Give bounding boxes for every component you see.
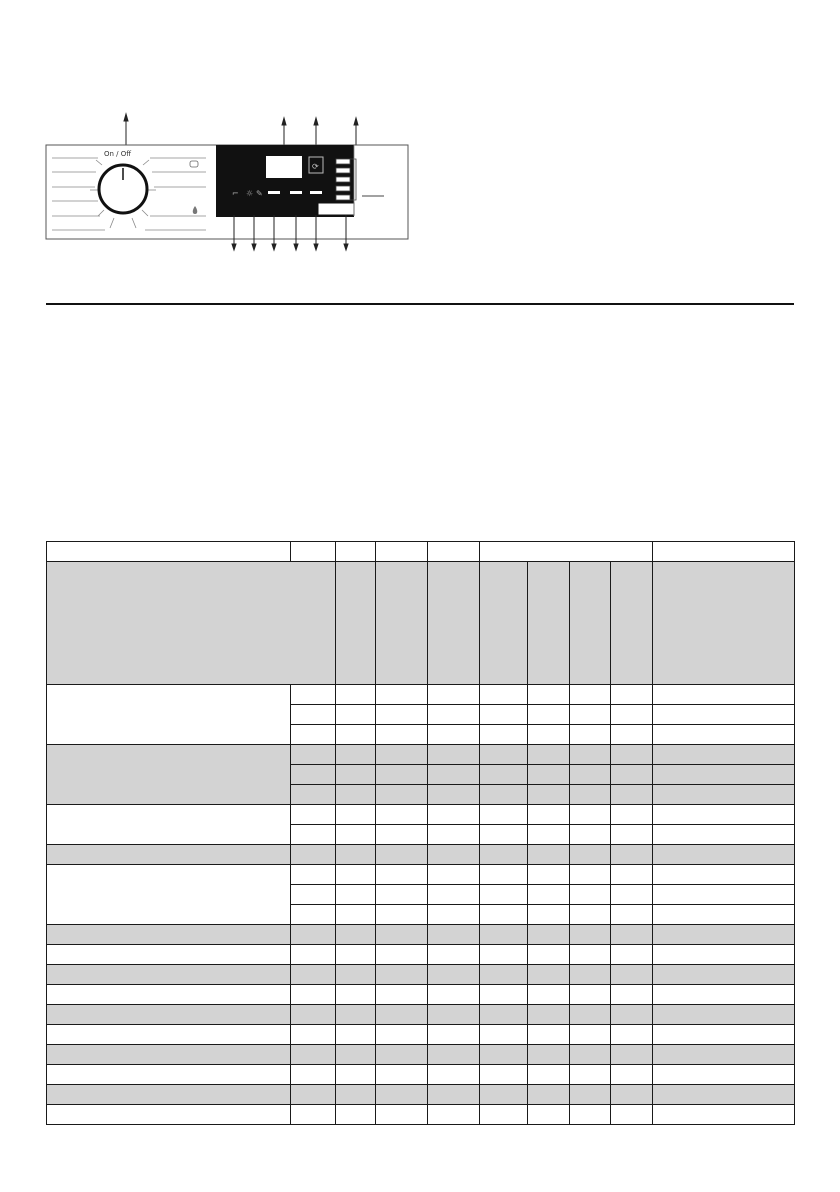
table-cell bbox=[291, 865, 336, 885]
table-cell bbox=[611, 1045, 653, 1065]
table-cell bbox=[653, 745, 795, 765]
table-cell bbox=[528, 805, 570, 825]
table-cell bbox=[570, 845, 611, 865]
table-cell bbox=[570, 1045, 611, 1065]
table-cell bbox=[528, 1105, 570, 1125]
table-cell bbox=[291, 785, 336, 805]
table-cell bbox=[336, 1105, 376, 1125]
table-cell bbox=[653, 725, 795, 745]
table-cell bbox=[47, 865, 291, 925]
table-row bbox=[47, 965, 795, 985]
table-cell bbox=[570, 805, 611, 825]
table-cell bbox=[480, 542, 653, 562]
table-cell bbox=[336, 1005, 376, 1025]
table-cell bbox=[428, 1105, 480, 1125]
table-cell bbox=[480, 745, 528, 765]
table-cell bbox=[570, 985, 611, 1005]
table-row bbox=[47, 845, 795, 865]
table-cell bbox=[47, 1005, 291, 1025]
table-cell bbox=[376, 925, 428, 945]
table-cell bbox=[611, 865, 653, 885]
table-cell bbox=[653, 685, 795, 705]
table-cell bbox=[336, 885, 376, 905]
table-cell bbox=[653, 845, 795, 865]
table-row bbox=[47, 1085, 795, 1105]
table-cell bbox=[336, 685, 376, 705]
table-cell bbox=[336, 825, 376, 845]
table-cell bbox=[428, 885, 480, 905]
table-cell bbox=[611, 1085, 653, 1105]
table-cell bbox=[480, 705, 528, 725]
table-cell bbox=[336, 542, 376, 562]
table-cell bbox=[291, 845, 336, 865]
table-cell bbox=[528, 965, 570, 985]
table-cell bbox=[653, 705, 795, 725]
table-cell bbox=[428, 845, 480, 865]
table-subheader-row bbox=[47, 562, 795, 685]
table-cell bbox=[428, 905, 480, 925]
table-cell bbox=[376, 542, 428, 562]
table-cell bbox=[611, 785, 653, 805]
table-cell bbox=[336, 745, 376, 765]
table-cell bbox=[480, 905, 528, 925]
table-cell bbox=[480, 865, 528, 885]
table-cell bbox=[47, 945, 291, 965]
table-row bbox=[47, 1025, 795, 1045]
table-cell bbox=[376, 562, 428, 685]
table-cell bbox=[336, 1025, 376, 1045]
table-cell bbox=[47, 1105, 291, 1125]
table-cell bbox=[611, 925, 653, 945]
temperature-icon: ⌐ bbox=[232, 189, 239, 198]
table-cell bbox=[291, 885, 336, 905]
dial-on-off-label: On / Off bbox=[104, 150, 132, 158]
table-cell bbox=[653, 1105, 795, 1125]
table-cell bbox=[47, 1045, 291, 1065]
display-window bbox=[266, 156, 302, 178]
table-cell bbox=[611, 705, 653, 725]
table-cell bbox=[291, 985, 336, 1005]
table-cell bbox=[336, 785, 376, 805]
option-button-1 bbox=[336, 159, 350, 164]
table-cell bbox=[291, 765, 336, 785]
table-cell bbox=[528, 1085, 570, 1105]
table-cell bbox=[428, 865, 480, 885]
table-cell bbox=[653, 825, 795, 845]
table-cell bbox=[428, 925, 480, 945]
table-cell bbox=[611, 845, 653, 865]
table-cell bbox=[480, 945, 528, 965]
table-cell bbox=[528, 745, 570, 765]
table-cell bbox=[291, 1085, 336, 1105]
table-cell bbox=[570, 1025, 611, 1045]
table-cell bbox=[653, 985, 795, 1005]
table-cell bbox=[428, 1085, 480, 1105]
table-cell bbox=[653, 805, 795, 825]
table-cell bbox=[291, 825, 336, 845]
table-cell bbox=[653, 785, 795, 805]
table-cell bbox=[570, 705, 611, 725]
table-cell bbox=[480, 562, 528, 685]
table-cell bbox=[336, 865, 376, 885]
table-cell bbox=[480, 925, 528, 945]
table-cell bbox=[291, 905, 336, 925]
table-cell bbox=[480, 1045, 528, 1065]
table-cell bbox=[570, 685, 611, 705]
table-cell bbox=[47, 925, 291, 945]
table-cell bbox=[611, 1065, 653, 1085]
table-cell bbox=[47, 1085, 291, 1105]
table-cell bbox=[376, 985, 428, 1005]
table-cell bbox=[528, 765, 570, 785]
table-row bbox=[47, 1045, 795, 1065]
table-cell bbox=[570, 1065, 611, 1085]
table-cell bbox=[376, 825, 428, 845]
table-cell bbox=[47, 985, 291, 1005]
table-row bbox=[47, 805, 795, 825]
table-row bbox=[47, 985, 795, 1005]
table-cell bbox=[611, 825, 653, 845]
table-cell bbox=[376, 1105, 428, 1125]
table-cell bbox=[480, 985, 528, 1005]
table-cell bbox=[376, 1065, 428, 1085]
table-cell bbox=[291, 745, 336, 765]
table-cell bbox=[376, 765, 428, 785]
table-cell bbox=[376, 705, 428, 725]
table-cell bbox=[528, 1065, 570, 1085]
table-cell bbox=[291, 1065, 336, 1085]
table-cell bbox=[570, 745, 611, 765]
table-cell bbox=[336, 1085, 376, 1105]
table-cell bbox=[428, 542, 480, 562]
table-cell bbox=[428, 705, 480, 725]
table-cell bbox=[653, 542, 795, 562]
table-cell bbox=[611, 562, 653, 685]
table-cell bbox=[528, 785, 570, 805]
table-cell bbox=[570, 905, 611, 925]
section-divider bbox=[46, 303, 794, 305]
table-cell bbox=[528, 562, 570, 685]
table-cell bbox=[653, 765, 795, 785]
table-row bbox=[47, 1065, 795, 1085]
table-cell bbox=[376, 965, 428, 985]
table-cell bbox=[47, 805, 291, 845]
table-row bbox=[47, 945, 795, 965]
table-cell bbox=[653, 1085, 795, 1105]
table-cell bbox=[376, 1005, 428, 1025]
table-cell bbox=[570, 885, 611, 905]
option-button-5 bbox=[336, 195, 350, 200]
table-cell bbox=[47, 1065, 291, 1085]
table-row bbox=[47, 925, 795, 945]
table-cell bbox=[611, 725, 653, 745]
table-cell bbox=[528, 845, 570, 865]
option-button-2 bbox=[336, 168, 350, 173]
table-cell bbox=[376, 785, 428, 805]
table-cell bbox=[428, 785, 480, 805]
table-cell bbox=[528, 865, 570, 885]
soil-icon: ✎ bbox=[256, 189, 263, 198]
table-cell bbox=[376, 725, 428, 745]
table-cell bbox=[47, 745, 291, 805]
table-cell bbox=[376, 1045, 428, 1065]
table-cell bbox=[570, 562, 611, 685]
table-cell bbox=[336, 765, 376, 785]
table-cell bbox=[528, 1025, 570, 1045]
table-cell bbox=[528, 885, 570, 905]
table-cell bbox=[376, 745, 428, 765]
table-cell bbox=[336, 725, 376, 745]
table-cell bbox=[653, 1025, 795, 1045]
table-cell bbox=[528, 945, 570, 965]
table-cell bbox=[570, 965, 611, 985]
table-cell bbox=[291, 1005, 336, 1025]
table-cell bbox=[480, 1025, 528, 1045]
table-cell bbox=[611, 745, 653, 765]
table-cell bbox=[611, 1005, 653, 1025]
svg-text:⟳: ⟳ bbox=[312, 162, 319, 171]
table-cell bbox=[428, 725, 480, 745]
table-cell bbox=[570, 925, 611, 945]
table-row bbox=[47, 685, 795, 705]
table-cell bbox=[653, 562, 795, 685]
table-cell bbox=[653, 865, 795, 885]
table-cell bbox=[611, 885, 653, 905]
table-cell bbox=[376, 905, 428, 925]
bottom-button-frame bbox=[318, 203, 354, 215]
table-cell bbox=[653, 885, 795, 905]
table-cell bbox=[611, 905, 653, 925]
table-cell bbox=[611, 685, 653, 705]
table-cell bbox=[336, 1065, 376, 1085]
table-cell bbox=[480, 825, 528, 845]
table-cell bbox=[428, 562, 480, 685]
table-cell bbox=[336, 965, 376, 985]
table-cell bbox=[570, 865, 611, 885]
table-cell bbox=[653, 945, 795, 965]
table-row bbox=[47, 745, 795, 765]
table-cell bbox=[480, 965, 528, 985]
table-cell bbox=[570, 725, 611, 745]
table-cell bbox=[611, 1105, 653, 1125]
table-cell bbox=[376, 945, 428, 965]
table-cell bbox=[653, 905, 795, 925]
table-cell bbox=[528, 1005, 570, 1025]
table-cell bbox=[570, 945, 611, 965]
table-cell bbox=[376, 805, 428, 825]
table-cell bbox=[480, 1105, 528, 1125]
table-cell bbox=[291, 965, 336, 985]
table-cell bbox=[480, 805, 528, 825]
table-cell bbox=[291, 925, 336, 945]
table-cell bbox=[376, 1085, 428, 1105]
table-cell bbox=[336, 905, 376, 925]
table-cell bbox=[528, 905, 570, 925]
table-cell bbox=[428, 805, 480, 825]
function-button-3 bbox=[310, 191, 322, 194]
table-cell bbox=[428, 685, 480, 705]
table-cell bbox=[570, 785, 611, 805]
table-cell bbox=[291, 725, 336, 745]
table-cell bbox=[47, 845, 291, 865]
table-cell bbox=[428, 985, 480, 1005]
table-cell bbox=[336, 845, 376, 865]
table-cell bbox=[480, 685, 528, 705]
table-cell bbox=[47, 542, 291, 562]
table-cell bbox=[428, 1005, 480, 1025]
table-cell bbox=[611, 765, 653, 785]
table-cell bbox=[570, 1005, 611, 1025]
table-cell bbox=[336, 945, 376, 965]
table-header-row bbox=[47, 542, 795, 562]
table-cell bbox=[480, 1005, 528, 1025]
table-cell bbox=[528, 725, 570, 745]
table-cell bbox=[480, 845, 528, 865]
child-lock-icon: ☼ bbox=[246, 189, 254, 198]
table-cell bbox=[611, 805, 653, 825]
table-cell bbox=[291, 805, 336, 825]
table-cell bbox=[428, 825, 480, 845]
table-cell bbox=[428, 765, 480, 785]
table-cell bbox=[570, 1085, 611, 1105]
function-button-1 bbox=[268, 191, 280, 194]
table-cell bbox=[653, 925, 795, 945]
table-cell bbox=[47, 965, 291, 985]
table-cell bbox=[376, 865, 428, 885]
table-cell bbox=[376, 685, 428, 705]
table-cell bbox=[291, 542, 336, 562]
table-cell bbox=[336, 805, 376, 825]
table-cell bbox=[480, 1065, 528, 1085]
table-cell bbox=[528, 925, 570, 945]
table-cell bbox=[336, 925, 376, 945]
function-button-2 bbox=[290, 191, 302, 194]
table-cell bbox=[336, 1045, 376, 1065]
table-cell bbox=[47, 685, 291, 745]
table-cell bbox=[291, 1045, 336, 1065]
table-cell bbox=[570, 765, 611, 785]
table-cell bbox=[376, 845, 428, 865]
table-cell bbox=[336, 562, 376, 685]
table-row bbox=[47, 865, 795, 885]
table-cell bbox=[376, 1025, 428, 1045]
table-cell bbox=[291, 685, 336, 705]
table-cell bbox=[428, 1045, 480, 1065]
table-cell bbox=[480, 785, 528, 805]
table-cell bbox=[480, 765, 528, 785]
table-cell bbox=[376, 885, 428, 905]
table-cell bbox=[480, 725, 528, 745]
table-cell bbox=[528, 985, 570, 1005]
table-cell bbox=[428, 745, 480, 765]
table-cell bbox=[428, 1065, 480, 1085]
option-button-4 bbox=[336, 186, 350, 191]
table-cell bbox=[570, 825, 611, 845]
table-cell bbox=[528, 1045, 570, 1065]
table-cell bbox=[291, 705, 336, 725]
table-cell bbox=[291, 945, 336, 965]
table-cell bbox=[47, 562, 336, 685]
table-cell bbox=[336, 705, 376, 725]
table-row bbox=[47, 1105, 795, 1125]
table-cell bbox=[528, 705, 570, 725]
table-cell bbox=[47, 1025, 291, 1045]
table-cell bbox=[291, 1025, 336, 1045]
table-cell bbox=[653, 1045, 795, 1065]
table-cell bbox=[480, 1085, 528, 1105]
program-table bbox=[46, 541, 795, 1125]
control-panel-diagram bbox=[0, 0, 840, 300]
table-cell bbox=[528, 825, 570, 845]
table-cell bbox=[480, 885, 528, 905]
option-button-3 bbox=[336, 177, 350, 182]
table-cell bbox=[611, 945, 653, 965]
table-cell bbox=[570, 1105, 611, 1125]
table-cell bbox=[611, 965, 653, 985]
table-row bbox=[47, 1005, 795, 1025]
table-cell bbox=[336, 985, 376, 1005]
table-cell bbox=[611, 985, 653, 1005]
table-cell bbox=[428, 965, 480, 985]
table-cell bbox=[653, 965, 795, 985]
table-cell bbox=[611, 1025, 653, 1045]
table-cell bbox=[291, 1105, 336, 1125]
table-cell bbox=[428, 945, 480, 965]
table-cell bbox=[428, 1025, 480, 1045]
table-cell bbox=[528, 685, 570, 705]
table-cell bbox=[653, 1065, 795, 1085]
table-cell bbox=[653, 1005, 795, 1025]
